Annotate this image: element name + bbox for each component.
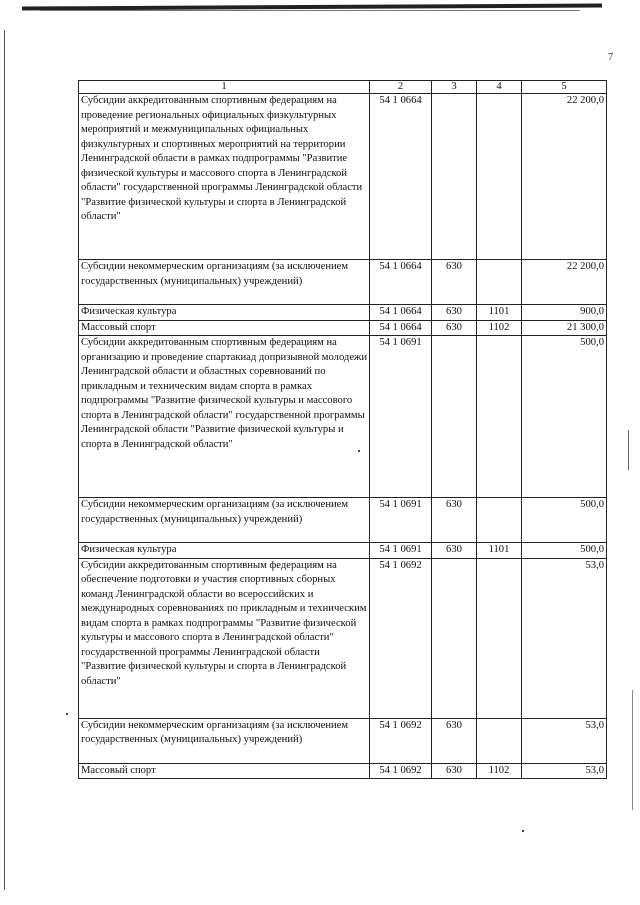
row-col3 bbox=[432, 94, 477, 260]
row-code: 54 1 0664 bbox=[370, 260, 432, 305]
page-number: 7 bbox=[608, 52, 613, 63]
row-code: 54 1 0691 bbox=[370, 498, 432, 543]
row-amount: 53,0 bbox=[522, 558, 607, 718]
row-amount: 53,0 bbox=[522, 763, 607, 779]
table-row bbox=[79, 718, 607, 763]
row-amount: 900,0 bbox=[522, 305, 607, 321]
table-row bbox=[79, 763, 607, 779]
row-code: 54 1 0692 bbox=[370, 718, 432, 763]
row-code: 54 1 0664 bbox=[370, 94, 432, 260]
row-amount: 500,0 bbox=[522, 543, 607, 559]
row-col4: 1101 bbox=[477, 305, 522, 321]
row-col3 bbox=[432, 336, 477, 498]
row-name: Субсидии аккредитованным спортивным федерациям на организацию и проведение спартакиад допризывной молодежи Ленинградской области и областных соревнований по прикладным и техническим видам спорта в рамках подпрограммы "Развитие физической культуры и массового спорта в Ленинградской области" государственной программы Ленинградской области "Развитие физической культуры и спорта в Ленинградской области" bbox=[79, 336, 370, 498]
row-col4 bbox=[477, 718, 522, 763]
table-row bbox=[79, 305, 607, 321]
row-col3 bbox=[432, 558, 477, 718]
row-col4: 1102 bbox=[477, 320, 522, 336]
row-code: 54 1 0691 bbox=[370, 336, 432, 498]
row-name: Субсидии аккредитованным спортивным федерациям на обеспечение подготовки и участия спортивных сборных команд Ленинградской области во всероссийских и международных соревнованиях по прикладным и техническим видам спорта в рамках подпрограммы "Развитие физической культуры и массового спорта в Ленинградской области" государственной программы Ленинградской области "Развитие физической культуры и спорта в Ленинградской области" bbox=[79, 558, 370, 718]
row-name: Субсидии аккредитованным спортивным федерациям на проведение региональных официальных физкультурных мероприятий и межмуниципальных официальных физкультурных и спортивных мероприятий на территории Ленинградской области в рамках подпрограммы "Развитие физической культуры и массового спорта в Ленинградской области" государственной программы Ленинградской области "Развитие физической культуры и спорта в Ленинградской области" bbox=[79, 94, 370, 260]
row-col3: 630 bbox=[432, 305, 477, 321]
row-name: Субсидии некоммерческим организациям (за исключением государственных (муниципальных) учреждений) bbox=[79, 498, 370, 543]
row-col3: 630 bbox=[432, 763, 477, 779]
table-row bbox=[79, 320, 607, 336]
row-name: Физическая культура bbox=[79, 543, 370, 559]
header-cell: 1 bbox=[79, 81, 370, 94]
row-col4 bbox=[477, 336, 522, 498]
budget-table bbox=[78, 80, 607, 779]
table-row bbox=[79, 94, 607, 260]
row-col3: 630 bbox=[432, 498, 477, 543]
row-col4 bbox=[477, 498, 522, 543]
scan-left-edge bbox=[4, 30, 5, 890]
row-amount: 22 200,0 bbox=[522, 94, 607, 260]
row-name: Субсидии некоммерческим организациям (за исключением государственных (муниципальных) учреждений) bbox=[79, 260, 370, 305]
scan-top-edge-shadow bbox=[40, 10, 580, 11]
row-col3: 630 bbox=[432, 718, 477, 763]
row-name: Физическая культура bbox=[79, 305, 370, 321]
row-name: Массовый спорт bbox=[79, 320, 370, 336]
table-row bbox=[79, 498, 607, 543]
row-amount: 500,0 bbox=[522, 498, 607, 543]
table-row bbox=[79, 260, 607, 305]
row-col3: 630 bbox=[432, 320, 477, 336]
row-amount: 53,0 bbox=[522, 718, 607, 763]
header-cell: 3 bbox=[432, 81, 477, 94]
row-col4 bbox=[477, 260, 522, 305]
row-col3: 630 bbox=[432, 260, 477, 305]
scan-speck bbox=[66, 713, 68, 715]
row-col4: 1102 bbox=[477, 763, 522, 779]
row-col3: 630 bbox=[432, 543, 477, 559]
row-name: Субсидии некоммерческим организациям (за исключением государственных (муниципальных) учреждений) bbox=[79, 718, 370, 763]
scan-right-mark bbox=[628, 430, 629, 470]
row-code: 54 1 0692 bbox=[370, 558, 432, 718]
header-cell: 5 bbox=[522, 81, 607, 94]
header-cell: 4 bbox=[477, 81, 522, 94]
row-name: Массовый спорт bbox=[79, 763, 370, 779]
scan-right-mark bbox=[632, 690, 633, 810]
row-col4 bbox=[477, 94, 522, 260]
row-code: 54 1 0692 bbox=[370, 763, 432, 779]
header-row bbox=[79, 81, 607, 94]
header-cell: 2 bbox=[370, 81, 432, 94]
row-amount: 21 300,0 bbox=[522, 320, 607, 336]
row-code: 54 1 0664 bbox=[370, 320, 432, 336]
row-amount: 22 200,0 bbox=[522, 260, 607, 305]
table-row bbox=[79, 543, 607, 559]
scan-speck bbox=[522, 830, 524, 832]
row-col4 bbox=[477, 558, 522, 718]
table-row bbox=[79, 558, 607, 718]
row-amount: 500,0 bbox=[522, 336, 607, 498]
row-code: 54 1 0691 bbox=[370, 543, 432, 559]
row-code: 54 1 0664 bbox=[370, 305, 432, 321]
row-col4: 1101 bbox=[477, 543, 522, 559]
table-row bbox=[79, 336, 607, 498]
